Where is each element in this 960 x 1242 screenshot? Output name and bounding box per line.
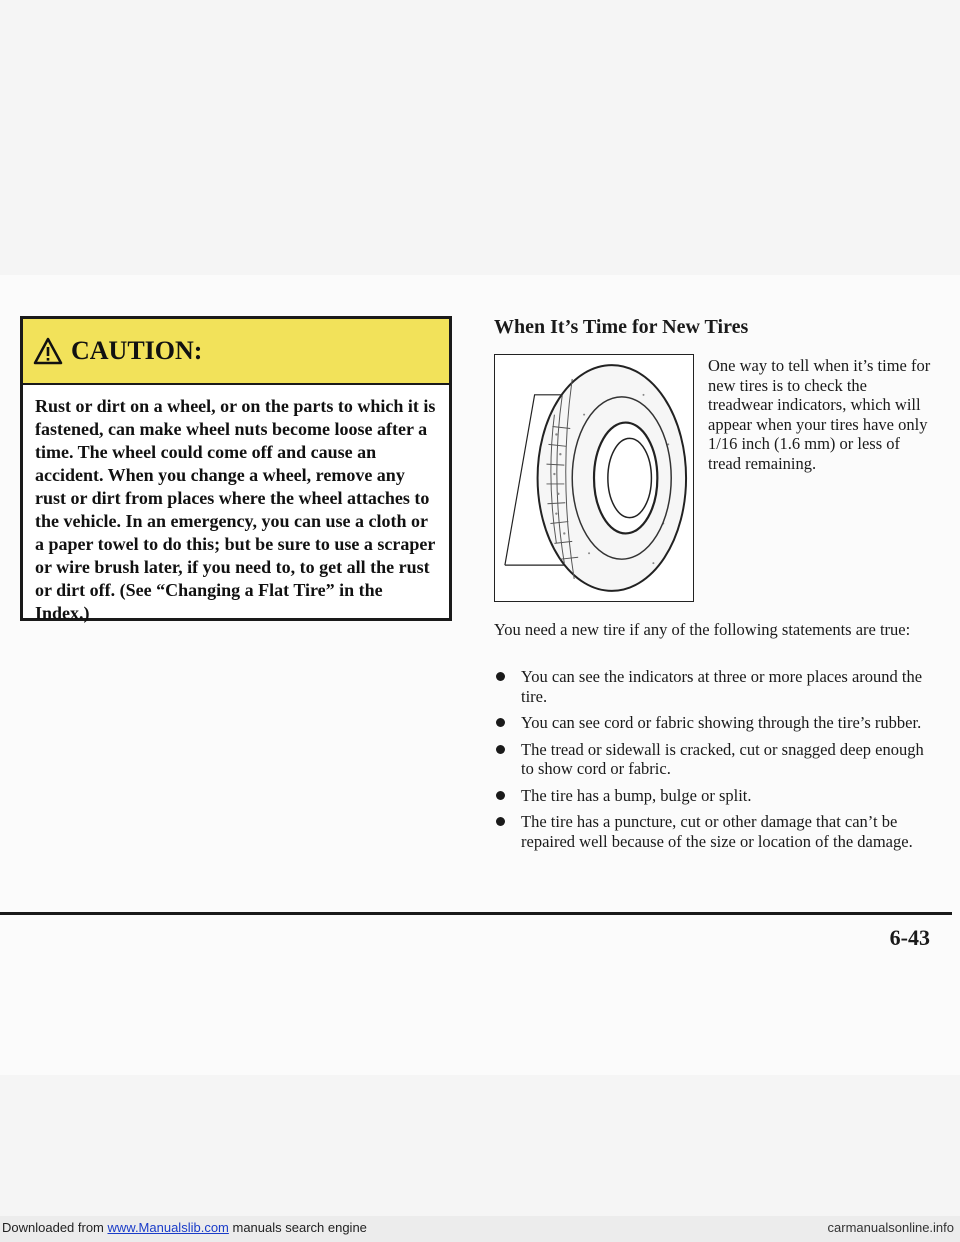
page-number: 6-43: [889, 925, 930, 950]
replacement-conditions-list: [494, 667, 934, 858]
list-item: You can see cord or fabric showing through the tire’s rubber.: [494, 713, 934, 733]
tire-icon: [495, 355, 693, 601]
bullet-icon: [496, 791, 505, 800]
tire-illustration: [494, 354, 694, 602]
caution-body: Rust or dirt on a wheel, or on the parts to which it is fastened, can make wheel nuts become loose after a time. The wheel could come off and cause an accident. When you change a wheel, remove any rust or dirt from places where the wheel attaches to the vehicle. In an emergency, you can use a cloth or a paper towel to do this; but be sure to use a scraper or wire brush later, if you need to, to get all the rust or dirt off. (See “Changing a Flat Tire” in the Index.): [35, 396, 436, 623]
bullet-icon: [496, 718, 505, 727]
caution-header: [23, 319, 449, 385]
list-item: You can see the indicators at three or more places around the tire.: [494, 667, 934, 706]
footer-rule: [0, 912, 952, 915]
treadwear-description: One way to tell when it’s time for new tires is to check the treadwear indicators, which will appear when your tires have only 1/16 inch (1.6 mm) or less of tread remaining.: [708, 356, 931, 473]
list-item: The tread or sidewall is cracked, cut or snagged deep enough to show cord or fabric.: [494, 740, 934, 779]
caution-box: [20, 316, 452, 621]
list-item: The tire has a puncture, cut or other damage that can’t be repaired well because of the size or location of the damage.: [494, 812, 934, 851]
bullet-icon: [496, 817, 505, 826]
warning-triangle-icon: [33, 337, 63, 365]
section-heading: When It’s Time for New Tires: [494, 316, 749, 338]
watermark-text: carmanualsonline.info: [827, 1220, 954, 1235]
download-notice: Downloaded from www.Manualslib.com manuals search engine: [2, 1220, 367, 1235]
bullet-icon: [496, 672, 505, 681]
bullet-icon: [496, 745, 505, 754]
caution-title: CAUTION:: [71, 336, 203, 365]
download-footer: [0, 1216, 960, 1242]
bullets-intro: You need a new tire if any of the following statements are true:: [494, 620, 911, 639]
list-item: The tire has a bump, bulge or split.: [494, 786, 934, 806]
manualslib-link[interactable]: www.Manualslib.com: [107, 1220, 229, 1235]
